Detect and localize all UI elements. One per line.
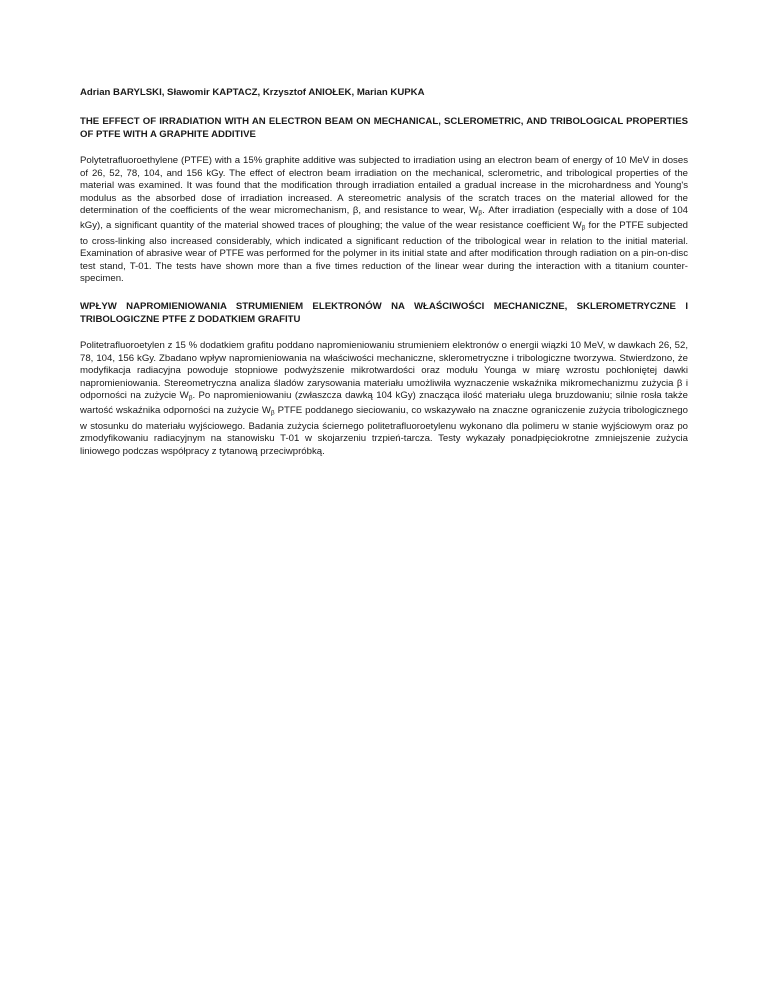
english-title: THE EFFECT OF IRRADIATION WITH AN ELECTRON BEAM ON MECHANICAL, SCLEROMETRIC, AND TRIBOLOGICAL PROPERTIES OF PTFE WITH A GRAPHITE ADDITIVE	[80, 116, 688, 140]
english-abstract-text-2: . After irradiation (especially with a dose of 104 kGy), a significant quantity of the material showed traces of ploughing; the value of the wear resistance coefficient W	[80, 205, 688, 232]
english-abstract-text-1: Polytetrafluoroethylene (PTFE) with a 15% graphite additive was subjected to irradiation using an electron beam of energy of 10 MeV in doses of 26, 52, 78, 104, and 156 kGy. The effect of electron beam irradiation on the mechanical, sclerometric, and tribological properties of the material was examined. It was found that the modification through irradiation entailed a gradual increase in the microhardness and Young's modulus as the absorbed dose of irradiation increased. A stereometric analysis of the scratch traces on the material allowed for the determination of the coefficients of the wear micromechanism, β, and resistance to wear, W	[80, 155, 688, 217]
polish-abstract-text-3: PTFE poddanego sieciowaniu, co wskazywało na znaczne ograniczenie zużycia tribologicznego w stosunku do materiału wyjściowego. Badania zużycia ściernego politetrafluoroetylenu wykonano dla polimeru w stanie wyjściowym oraz po zmodyfikowaniu radiacyjnym na stanowisku T-01 w skojarzeniu trzpień-tarcza. Testy wykazały ponadpięciokrotne zmniejszenie zużycia liniowego podczas współpracy z tytanową przeciwpróbką.	[80, 405, 688, 457]
english-abstract-text-3: for the PTFE subjected to cross-linking also increased considerably, which indicated a significant reduction of the tribological wear in relation to the initial material. Examination of abrasive wear of PTFE was performed for the polymer in its initial state and after modification through radiation on a pin-on-disc test stand, T-01. The tests have shown more than a five times reduction of the linear wear during the interaction with a titanium counter-specimen.	[80, 220, 688, 285]
english-abstract	[80, 155, 688, 286]
polish-abstract-text-1: Politetrafluoroetylen z 15 % dodatkiem grafitu poddano napromieniowaniu strumieniem elektronów o energii wiązki 10 MeV, w dawkach 26, 52, 78, 104, 156 kGy. Zbadano wpływ napromieniowania na właściwości mechaniczne, sklerometryczne i tribologiczne tworzywa. Stwierdzono, że modyfikacja radiacyjna powoduje stopniowe podwyższenie mikrotwardości oraz modułu Younga w miarę wzrostu pochłoniętej dawki napromieniowania. Stereometryczna analiza śladów zarysowania materiału umożliwiła wyznaczenie wskaźnika mikromechanizmu zużycia β i odporności na zużycie W	[80, 339, 688, 402]
beta-subscript: β	[188, 394, 193, 402]
beta-subscript: β	[581, 224, 586, 232]
polish-abstract	[80, 340, 688, 458]
paper-page	[80, 86, 688, 472]
beta-subscript: β	[270, 409, 275, 417]
author-list: Adrian BARYLSKI, Sławomir KAPTACZ, Krzysztof ANIOŁEK, Marian KUPKA	[80, 87, 425, 98]
polish-title: WPŁYW NAPROMIENIOWANIA STRUMIENIEM ELEKTRONÓW NA WŁAŚCIWOŚCI MECHANICZNE, SKLEROMETRYCZNE I TRIBOLOGICZNE PTFE Z DODATKIEM GRAFITU	[80, 300, 688, 325]
beta-subscript: β	[478, 209, 483, 217]
polish-abstract-text-2: . Po napromieniowaniu (zwłaszcza dawką 104 kGy) znacząca ilość materiału ulega bruzdowaniu; silnie rosła także wartość wskaźnika odporności na zużycie W	[80, 390, 688, 417]
